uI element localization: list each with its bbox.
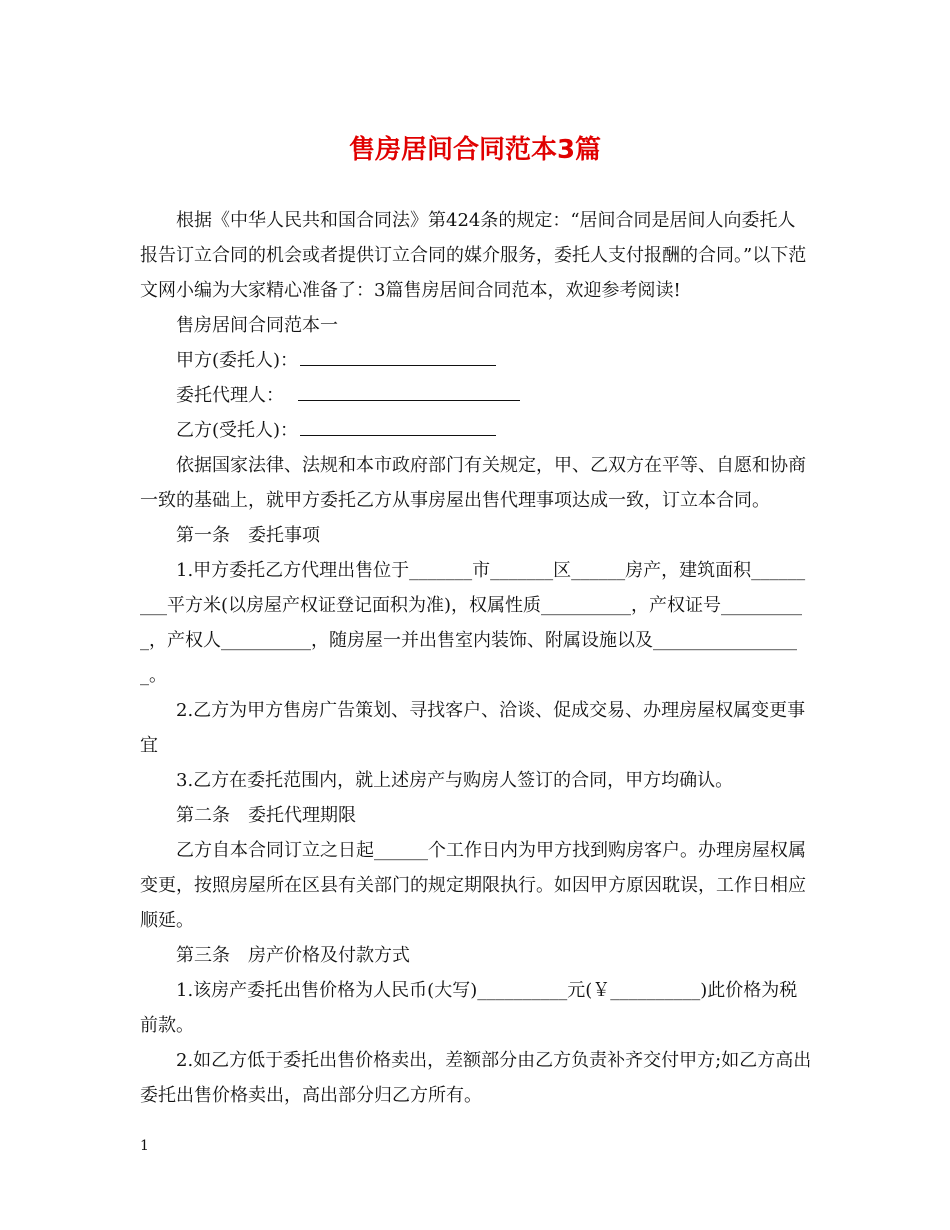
paragraph-heading-contract-one: 售房居间合同范本一 — [176, 315, 338, 336]
agent-line — [140, 378, 812, 413]
agent-label: 委托代理人： — [176, 385, 284, 406]
paragraph-basis: 依据国家法律、法规和本市政府部门有关规定，甲、乙双方在平等、自愿和协商一致的基础上，就甲方委托乙方从事房屋出售代理事项达成一致，订立本合同。 — [140, 455, 806, 511]
article-three-item-1: 1.该房产委托出售价格为人民币(大写)__________元(￥__________)此价格为税前款。 — [140, 980, 798, 1036]
party-b-line — [140, 413, 812, 448]
article-one-item-3: 3.乙方在委托范围内，就上述房产与购房人签订的合同，甲方均确认。 — [176, 770, 734, 791]
party-b-label: 乙方(受托人)： — [176, 420, 299, 441]
page-number: 1 — [140, 1138, 149, 1154]
article-two-heading: 第二条 委托代理期限 — [176, 805, 356, 826]
party-a-label: 甲方(委托人)： — [176, 350, 299, 371]
article-two-body: 乙方自本合同订立之日起______个工作日内为甲方找到购房客户。办理房屋权属变更，按照房屋所在区县有关部门的规定期限执行。如因甲方原因耽误，工作日相应顺延。 — [140, 840, 806, 931]
party-a-line — [140, 343, 812, 378]
paragraph-intro: 根据《中华人民共和国合同法》第424条的规定：“居间合同是居间人向委托人报告订立合同的机会或者提供订立合同的媒介服务，委托人支付报酬的合同。”以下范文网小编为大家精心准备了：3篇售房居间合同范本，欢迎参考阅读! — [140, 210, 807, 301]
party-b-blank — [300, 417, 496, 436]
article-three-heading: 第三条 房产价格及付款方式 — [176, 945, 410, 966]
document-title: 售房居间合同范本3篇 — [348, 135, 602, 165]
agent-blank — [298, 382, 520, 401]
party-a-blank — [300, 347, 496, 366]
article-one-item-1: 1.甲方委托乙方代理出售位于_______市_______区______房产，建筑面积_________平方米(以房屋产权证登记面积为准)，权属性质__________，产权证号__________，产权人__________，随房屋一并出售室内装饰、附属设施以及_________________。 — [140, 560, 806, 686]
article-three-item-2: 2.如乙方低于委托出售价格卖出，差额部分由乙方负责补齐交付甲方;如乙方高出委托出售价格卖出，高出部分归乙方所有。 — [140, 1050, 812, 1106]
article-one-item-2: 2.乙方为甲方售房广告策划、寻找客户、洽谈、促成交易、办理房屋权属变更事宜 — [140, 700, 806, 756]
article-one-heading: 第一条 委托事项 — [176, 525, 320, 546]
document-body — [140, 203, 812, 1113]
